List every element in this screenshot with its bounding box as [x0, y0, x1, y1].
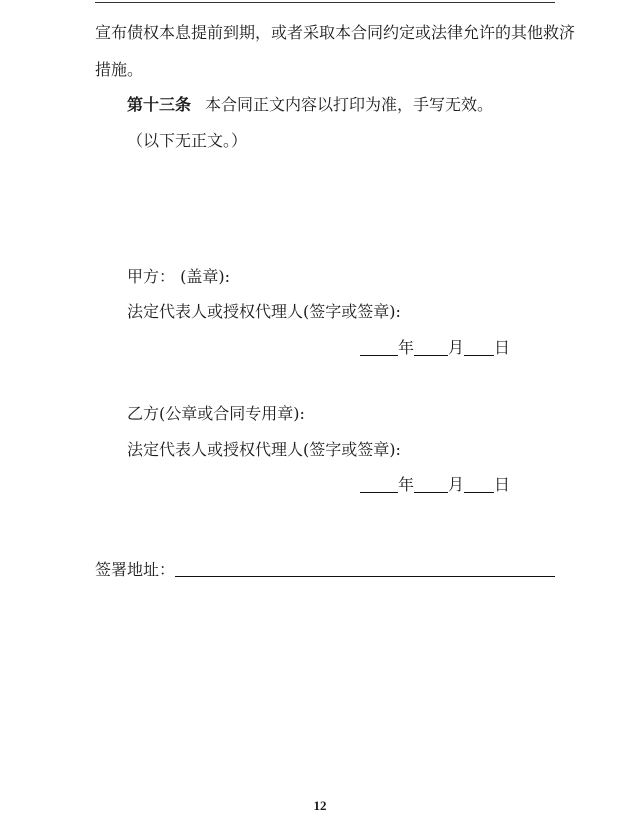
article-13-number: 第十三条: [127, 95, 192, 114]
party-b-day-label: 日: [494, 475, 511, 494]
article-13: [127, 95, 493, 115]
paragraph-line-2: 措施。: [95, 60, 144, 79]
party-b-label: 乙方(公章或合同专用章):: [127, 404, 305, 423]
party-a-year-label: 年: [398, 338, 415, 357]
party-a-rep-label: 法定代表人或授权代理人(签字或签章):: [127, 302, 401, 321]
page-number: 12: [313, 798, 327, 813]
party-a-label: 甲方： (盖章):: [127, 267, 230, 286]
party-b-rep-label: 法定代表人或授权代理人(签字或签章):: [127, 440, 401, 459]
end-note: （以下无正文。）: [127, 131, 248, 150]
party-a-day-label: 日: [494, 338, 511, 357]
party-b-day-blank[interactable]: [464, 476, 494, 493]
party-b-date: [360, 475, 510, 495]
party-b-year-blank[interactable]: [360, 476, 398, 493]
article-13-text: 本合同正文内容以打印为准，手写无效。: [205, 95, 494, 114]
party-b-year-label: 年: [398, 475, 415, 494]
party-a-day-blank[interactable]: [464, 339, 494, 356]
party-a-date: [360, 338, 510, 358]
party-b-month-blank[interactable]: [414, 476, 448, 493]
signing-address-field[interactable]: [175, 576, 555, 577]
paragraph-line-1: 宣布债权本息提前到期，或者采取本合同约定或法律允许的其他救济: [95, 23, 576, 42]
party-a-month-blank[interactable]: [414, 339, 448, 356]
party-a-month-label: 月: [448, 338, 465, 357]
party-b-month-label: 月: [448, 475, 465, 494]
party-a-year-blank[interactable]: [360, 339, 398, 356]
top-rule: [95, 2, 555, 3]
signing-address-label: 签署地址：: [95, 560, 176, 579]
